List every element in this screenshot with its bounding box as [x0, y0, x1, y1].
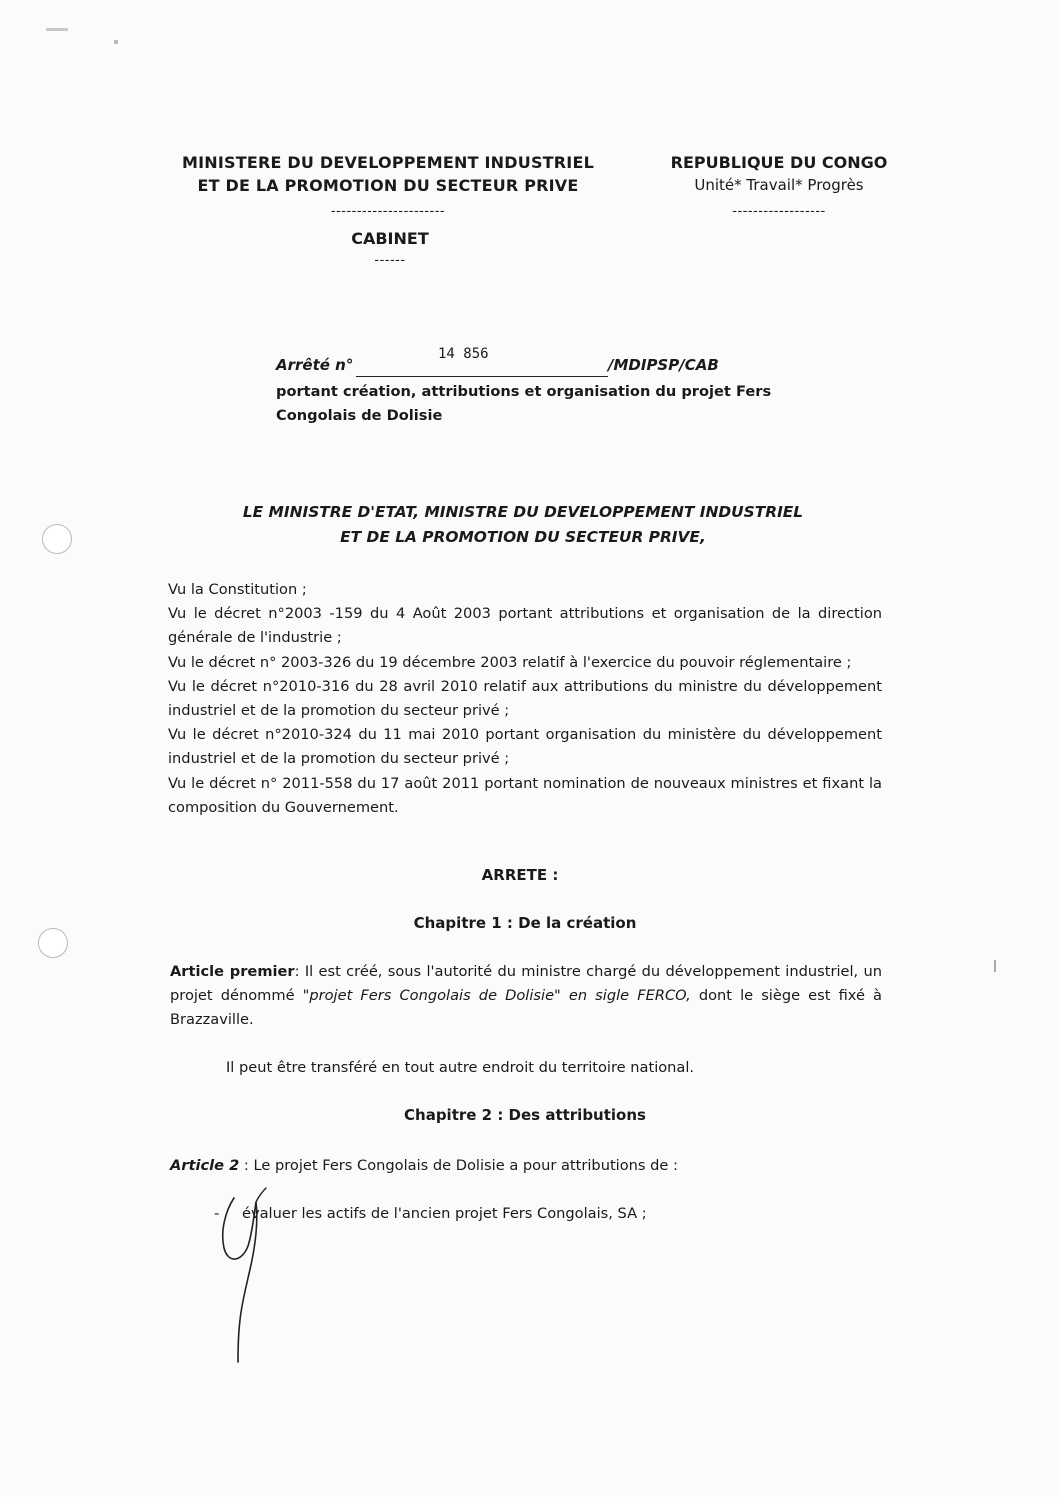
chapter-1-heading: Chapitre 1 : De la création	[413, 914, 637, 932]
considerations-block	[168, 578, 882, 820]
ministry-line-1: MINISTERE DU DEVELOPPEMENT INDUSTRIEL	[182, 153, 594, 172]
article-1-paragraph-2: Il peut être transféré en tout autre endroit du territoire national.	[226, 1059, 695, 1076]
republic-dash: ------------------	[732, 204, 826, 219]
article-2-label: Article 2	[170, 1157, 240, 1174]
consideration-item: Vu le décret n° 2003-326 du 19 décembre 2003 relatif à l'exercice du pouvoir réglementaire ;	[168, 653, 852, 671]
consideration-item: Vu le décret n° 2011-558 du 17 août 2011 portant nomination de nouveaux ministres et fixant la composition du Gouvernement.	[168, 774, 882, 816]
chapter-2-heading: Chapitre 2 : Des attributions	[404, 1106, 646, 1124]
minister-line-2: ET DE LA PROMOTION DU SECTEUR PRIVE,	[340, 528, 706, 546]
ministry-line-2: ET DE LA PROMOTION DU SECTEUR PRIVE	[197, 176, 579, 195]
cabinet-dash: ------	[374, 253, 406, 268]
bullet-item: évaluer les actifs de l'ancien projet Fers Congolais, SA ;	[242, 1205, 647, 1222]
minister-title	[150, 500, 896, 550]
minister-line-1: LE MINISTRE D'ETAT, MINISTRE DU DEVELOPPEMENT INDUSTRIEL	[242, 503, 804, 521]
article-2-text: : Le projet Fers Congolais de Dolisie a pour attributions de :	[239, 1157, 678, 1174]
punch-hole	[42, 524, 72, 554]
cabinet-title: CABINET	[351, 229, 429, 248]
punch-hole	[38, 928, 68, 958]
consideration-item: Vu le décret n°2010-324 du 11 mai 2010 portant organisation du ministère du développement industriel et de la promotion du secteur privé ;	[168, 726, 882, 768]
article-1-text-a: : Il est créé, sous l'autorité du ministre chargé du développement industriel, un projet dénommé	[170, 963, 882, 1005]
arrete-heading: ARRETE :	[481, 866, 559, 884]
decree-number-line	[356, 376, 608, 377]
decree-number: 14 856	[438, 346, 489, 362]
decree-subject-line-2: Congolais de Dolisie	[276, 407, 443, 424]
bullet-dash: -	[214, 1205, 220, 1222]
decree-subject-line-1: portant création, attributions et organisation du projet Fers	[276, 383, 772, 400]
ministry-dash: ----------------------	[330, 204, 446, 219]
article-2	[170, 1154, 882, 1178]
decree-subject	[276, 380, 836, 428]
consideration-item: Vu la Constitution ;	[168, 581, 307, 598]
article-1-quote: "projet Fers Congolais de Dolisie" en sigle FERCO,	[302, 987, 691, 1005]
article-1	[170, 960, 882, 1033]
republic-header	[664, 153, 894, 194]
ministry-header	[160, 153, 616, 195]
republic-motto: Unité* Travail* Progrès	[694, 176, 864, 194]
handwritten-initial-mark	[212, 1180, 272, 1370]
decree-label: Arrêté n°	[276, 356, 354, 374]
article-1-label: Article premier	[170, 963, 295, 980]
republic-name: REPUBLIQUE DU CONGO	[670, 153, 888, 172]
consideration-item: Vu le décret n°2010-316 du 28 avril 2010 relatif aux attributions du ministre du développement industriel et de la promotion du secteur privé ;	[168, 677, 882, 720]
scan-mark	[46, 28, 68, 31]
scan-mark	[114, 40, 118, 44]
scan-mark	[994, 960, 996, 972]
decree-suffix: /MDIPSP/CAB	[608, 356, 719, 374]
consideration-item: Vu le décret n°2003 -159 du 4 Août 2003 portant attributions et organisation de la direction générale de l'industrie ;	[168, 605, 882, 647]
article-1-text-b: dont le siège est fixé à Brazzaville.	[170, 987, 882, 1029]
